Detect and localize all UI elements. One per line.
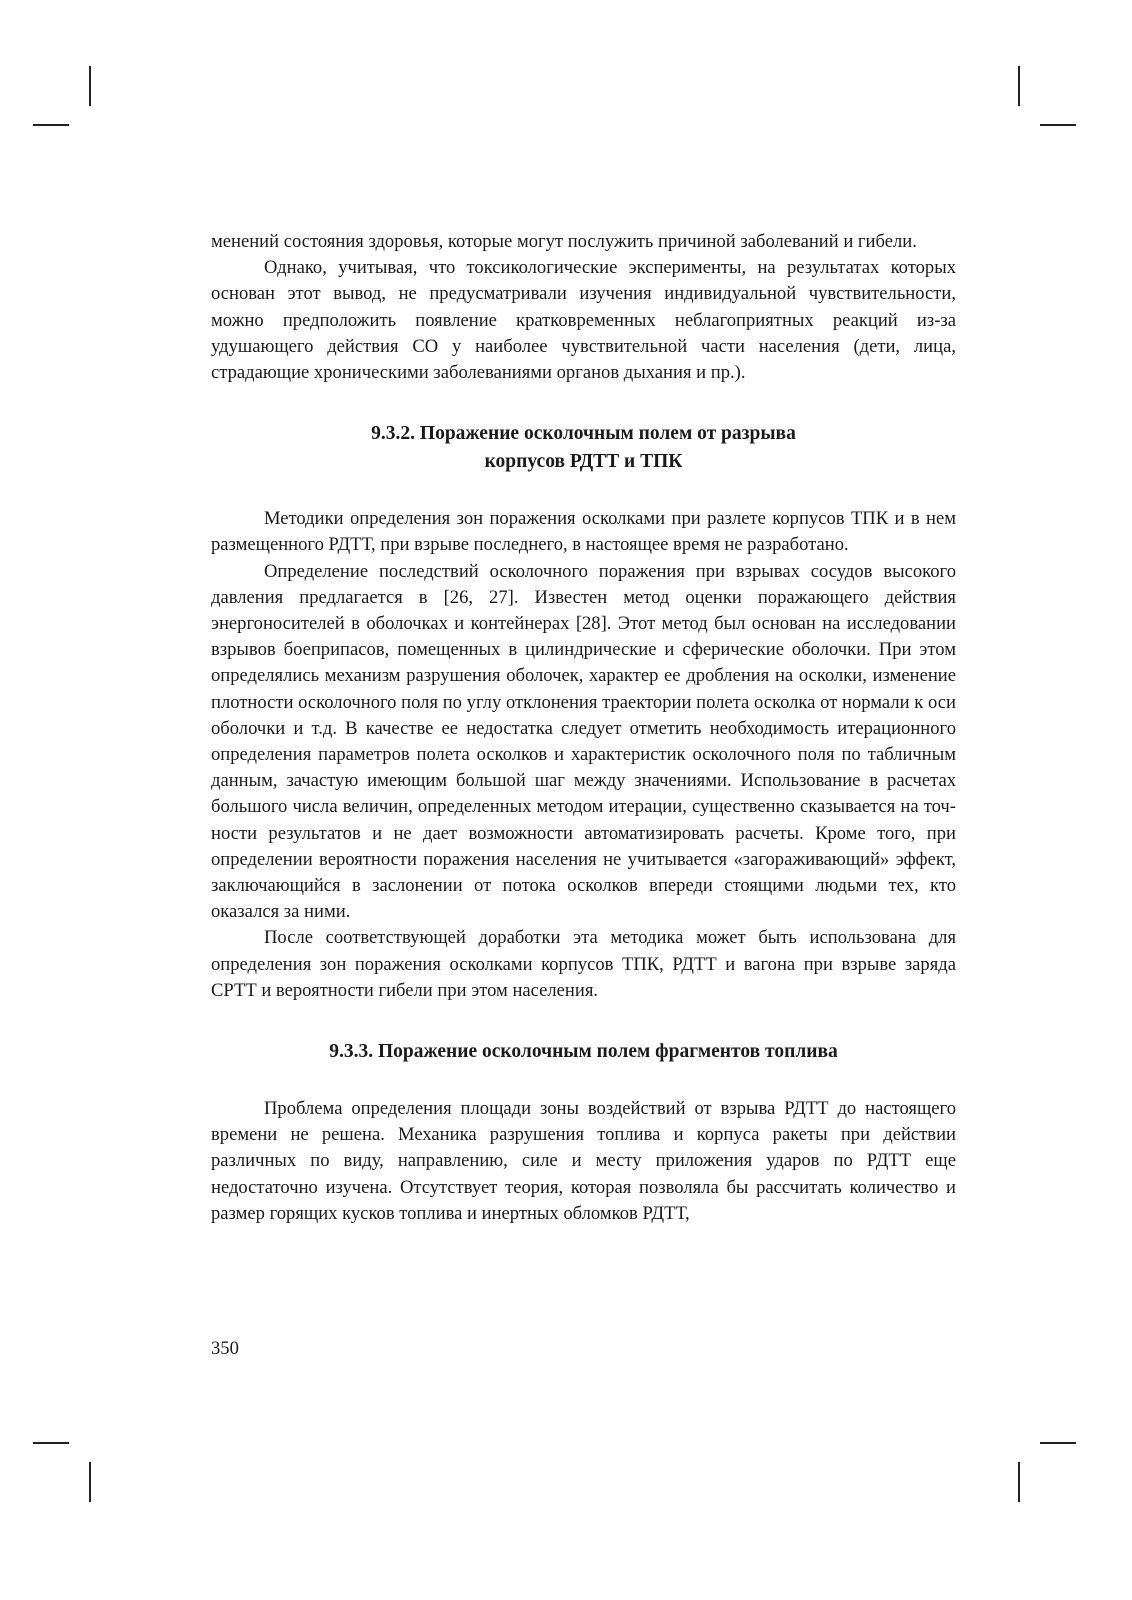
section-heading-line-2: корпусов РДТТ и ТПК	[484, 451, 683, 473]
crop-mark-bottom-right-horizontal	[1040, 1442, 1076, 1444]
crop-mark-bottom-left-horizontal	[33, 1442, 69, 1444]
paragraph: После соответствующей доработки эта методика может быть использована для определения зон поражения осколками корпусов ТПК, РДТТ и вагона при взрыве заряда СРТТ и вероятности гибели при этом населения.	[211, 927, 956, 1001]
paragraph: Методики определения зон поражения осколками при разлете корпусов ТПК и в нем размещенного РДТТ, при взрыве последнего, в настоящее время не разработано.	[211, 508, 956, 556]
crop-mark-top-right-vertical	[1018, 66, 1020, 106]
crop-mark-bottom-left-vertical	[89, 1462, 91, 1502]
paragraph: Однако, учитывая, что токсикологические эксперименты, на результатах которых основан этот вывод, не предусматривали изучения индивидуальной чувствительности, можно предположить появление кратковременных неблагоприятных реакций из-за удушающего действия СО у наиболее чувствительной части населения (дети, лица, страдающие хроническими заболеваниями органов дыхания и пр.).	[211, 257, 956, 384]
paragraph: Проблема определения площади зоны воздействий от взрыва РДТТ до настоящего времени не решена. Механика разрушения топлива и корпуса ракеты при действии различных по виду, направлению, силе и месту приложения ударов по РДТТ еще недостаточно изучена. Отсутствует теория, которая позволяла бы рассчитать количество и размер горящих кусков топлива и инертных обломков РДТТ,	[211, 1098, 956, 1224]
crop-mark-bottom-right-vertical	[1018, 1462, 1020, 1502]
crop-mark-top-right-horizontal	[1040, 124, 1076, 126]
crop-mark-top-left-horizontal	[33, 124, 69, 126]
section-heading-line-1: 9.3.2. Поражение осколочным полем от разрыва	[371, 423, 796, 445]
paragraph-continuation: менений состояния здоровья, которые могут послужить причиной заболеваний и гибели.	[211, 231, 917, 252]
paragraph: Определение последствий осколочного поражения при взрывах сосудов высокого давления предлагается в [26, 27]. Известен метод оценки поражающего действия энергоносителей в оболочках и контейнерах [28]. Этот метод был основан на исследовании взрывов боеприпасов, помещенных в цилиндрические и сферические оболочки. При этом определялись механизм разрушения оболочек, характер ее дробления на осколки, изменение плотности осколочного поля по углу отклонения траектории полета осколка от нормали к оси оболочки и т.д. В качестве ее недостатка следует отметить необходимость итерационного определения параметров полета осколков и характеристик осколочного поля по табличным данным, зачастую имеющим большой шаг между значениями. Использование в расчетах большого числа величин, определенных методом итерации, существенно сказывается на точности результатов и не дает возможности автоматизировать расчеты. Кроме того, при определении вероятности поражения населения не учитывается «загораживающий» эффект, заключающийся в заслонении от потока осколков впереди стоящими людьми тех, кто оказался за ними.	[211, 560, 956, 923]
crop-mark-top-left-vertical	[89, 66, 91, 106]
page-body	[211, 229, 956, 1227]
section-heading-9-3-2	[211, 420, 956, 476]
page-number: 350	[211, 1338, 239, 1359]
section-heading-9-3-3: 9.3.3. Поражение осколочным полем фрагментов топлива	[329, 1041, 838, 1063]
